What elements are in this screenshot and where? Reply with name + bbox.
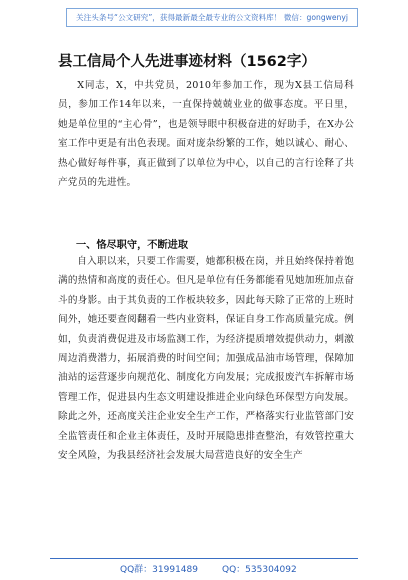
section-body	[58, 252, 354, 465]
footer-qq: QQ：535304092	[222, 565, 297, 575]
header-banner: 关注头条号“公文研究”，获得最新最全最专业的公文资料库！ 微信：gongwenyj	[66, 8, 358, 27]
section-heading: 一、恪尽职守，不断进取	[76, 240, 189, 251]
footer-divider	[50, 558, 358, 559]
footer-qq-group: QQ群：31991489	[120, 565, 198, 575]
document-title: 县工信局个人先进事迹材料（1562字）	[58, 54, 316, 70]
intro-section	[58, 76, 354, 192]
section-paragraph: 自入职以来，只要工作需要，她都积极在岗，并且始终保持着饱满的热情和高度的责任心。但凡是单位有任务都能看见她加班加点奋斗的身影。由于其负责的工作板块较多，因此每天除了正常的上班时间外，她还要查阅翻看一些内业资料，保证自身工作高质量完成。例如，负责消费促进及市场监测工作，为经济提质增效提供动力，刺激周边消费潜力，拓展消费的时间空间；加强成品油市场管理，保障加油站的运营逐步向规范化、制度化方向发展；完成报废汽车拆解市场管理工作，促进县内生态文明建设推进企业向绿色环保型方向发展。除此之外，还高度关注企业安全生产工作，严格落实行业监管部门安全监管责任和企业主体责任，及时开展隐患排查整治，有效管控重大安全风险，为我县经济社会发展大局营造良好的安全生产	[58, 256, 354, 462]
intro-paragraph: X同志，X，中共党员，2010年参加工作，现为X县工信局科员，参加工作14年以来，一直保持兢兢业业的做事态度。平日里，她是单位里的“主心骨”，也是领导眼中积极奋进的好助手，在X办公室工作中更是有出色表现。面对庞杂纷繁的工作，她以诚心、耐心、热心做好每件事，真正做到了以单位为中心，以自己的言行诠释了共产党员的先进性。	[58, 80, 354, 189]
